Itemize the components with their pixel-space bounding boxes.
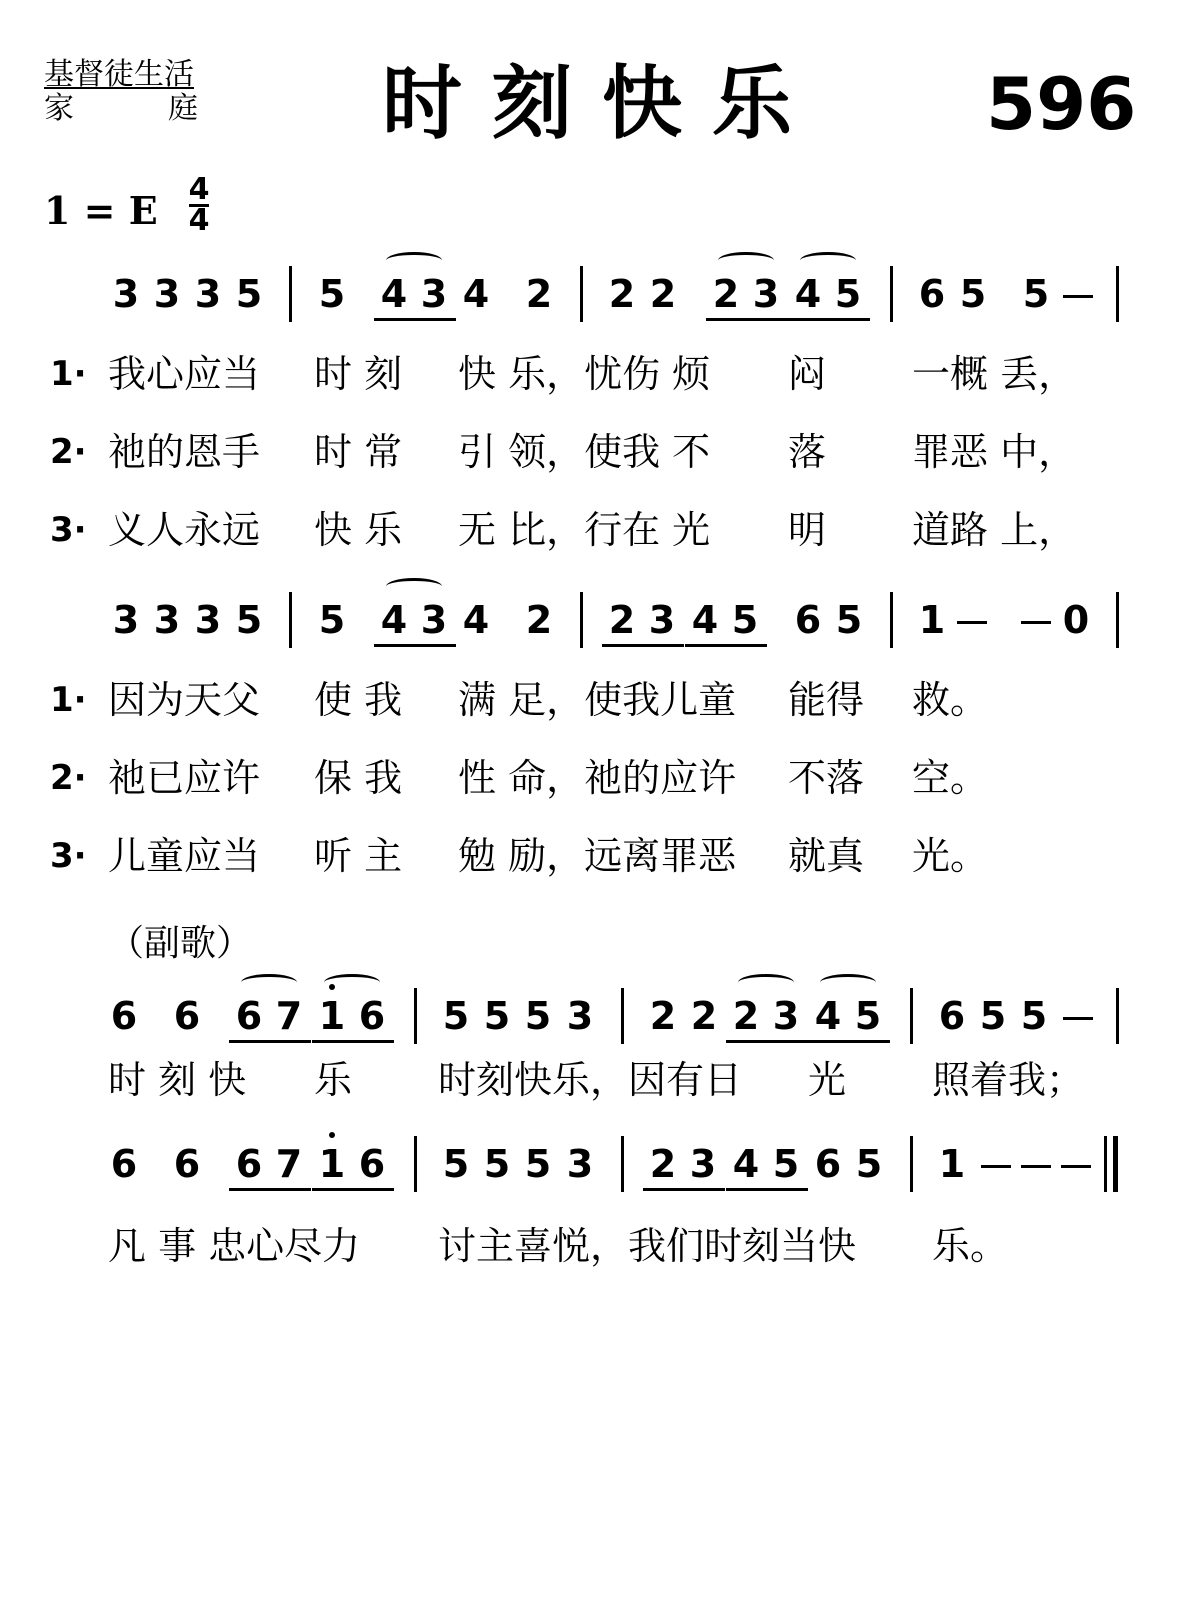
note: 3 [640,598,684,647]
verse-number: 1· [50,354,87,394]
slur [820,974,876,991]
hymn-title: 时刻快乐 [382,57,822,150]
lyric: 照着我； [932,1058,1085,1102]
slur [718,252,774,269]
lyric: 凡 事 忠心尽力 [108,1224,361,1268]
barline [1116,266,1119,322]
note: 4 [726,1142,766,1191]
note: 4 [374,272,414,321]
lyric: 祂已应许 [108,756,261,800]
lyric: 勉 励，远离罪恶 [458,834,737,878]
lyric: 闷 [788,352,827,396]
lyric: 空。 [912,756,989,800]
note: 5 [483,1142,511,1186]
barline [1116,592,1119,648]
note: 1 [938,1142,966,1186]
note: 6 [794,598,822,642]
dash [981,1165,1011,1168]
lyric: 光 [808,1058,847,1102]
slur [800,252,856,269]
lyric: 快 乐 [314,508,403,552]
key-signature: 1 = E [44,188,158,233]
barline [910,988,913,1044]
verse-number: 3· [50,836,87,876]
hymn-subcategory-left: 家 [44,91,74,126]
barline [910,1136,913,1192]
barline [580,266,583,322]
hymn-category: 基督徒生活 [44,57,194,92]
note: 3 [112,598,140,642]
chorus-label: （副歌） [108,923,253,964]
barline [890,266,893,322]
note: 3 [153,272,181,316]
dash [1061,1165,1091,1168]
note: 4 [374,598,414,647]
note: 5 [442,1142,470,1186]
lyric: 讨主喜悦，我们时刻当快 [438,1224,857,1268]
notation-row-3 [0,994,1200,1054]
lyric: 引 领，使我 不 [458,430,711,474]
note: 5 [826,272,870,321]
note: 6 [918,272,946,316]
note: 6 [173,994,201,1038]
barline [621,1136,624,1192]
note: 6 [229,1142,269,1191]
note: 5 [835,598,863,642]
time-signature [187,172,211,238]
dash [957,621,987,624]
final-barline-thin [1104,1136,1107,1192]
note: 2 [649,994,677,1038]
slur [241,974,297,991]
note: 3 [764,994,808,1043]
note: 2 [602,598,642,647]
note: 4 [685,598,725,647]
lyric: 乐 [314,1058,353,1102]
lyric: 能得 [788,678,865,722]
verse-number: 3· [50,510,87,550]
note: 2 [525,272,553,316]
barline [621,988,624,1044]
dash [1021,621,1051,624]
lyric: 听 主 [314,834,403,878]
note: 2 [690,994,718,1038]
note: 5 [846,994,890,1043]
note: 5 [442,994,470,1038]
note: 3 [112,272,140,316]
note: 2 [525,598,553,642]
note: 6 [814,1142,842,1186]
note: 3 [153,598,181,642]
notation-row-2 [0,598,1200,658]
lyric: 时 常 [314,430,403,474]
slur [386,252,442,269]
note: 7 [267,994,311,1043]
note: 1 [918,598,946,642]
lyric: 满 足，使我儿童 [458,678,737,722]
verse-number: 2· [50,758,87,798]
note: 5 [235,598,263,642]
barline [289,592,292,648]
note: 4 [462,272,490,316]
note: 5 [524,994,552,1038]
note: 4 [462,598,490,642]
note: 1 [312,994,352,1043]
barline [414,988,417,1044]
lyric: 时刻快乐，因有日 [438,1058,743,1102]
notation-row-1 [0,272,1200,332]
note: 5 [959,272,987,316]
lyric: 性 命，祂的应许 [458,756,737,800]
barline [1116,988,1119,1044]
note: 7 [267,1142,311,1191]
high-octave-dot [329,1132,335,1138]
lyric: 快 乐，忧伤 烦 [458,352,711,396]
barline [890,592,893,648]
final-barline-thick [1113,1136,1118,1192]
lyric: 光。 [912,834,989,878]
note: 6 [229,994,269,1043]
note: 3 [194,598,222,642]
lyric: 明 [788,508,827,552]
hymn-subcategory-right: 庭 [168,91,198,126]
note: 3 [681,1142,725,1191]
note: 3 [412,272,456,321]
notation-row-4 [0,1142,1200,1202]
lyric: 乐。 [932,1224,1009,1268]
lyric: 罪恶 中， [912,430,1077,474]
verse-number: 2· [50,432,87,472]
lyric: 时 刻 [314,352,403,396]
note: 5 [1022,272,1050,316]
lyric: 因为天父 [108,678,261,722]
slur [386,578,442,595]
note: 4 [808,994,848,1043]
note: 5 [483,994,511,1038]
barline [289,266,292,322]
note: 6 [110,1142,138,1186]
note: 2 [643,1142,683,1191]
note: 6 [173,1142,201,1186]
lyric: 一概 丢， [912,352,1077,396]
lyric: 不落 [788,756,865,800]
note: 5 [235,272,263,316]
note: 2 [706,272,746,321]
note: 2 [726,994,766,1043]
barline [414,1136,417,1192]
lyric: 时 刻 快 [108,1058,247,1102]
note: 3 [412,598,456,647]
dash [1021,1165,1051,1168]
lyric: 保 我 [314,756,403,800]
barline [580,592,583,648]
note: 3 [566,1142,594,1186]
note: 5 [723,598,767,647]
note: 5 [524,1142,552,1186]
lyric: 祂的恩手 [108,430,261,474]
time-numerator: 4 [188,172,210,207]
lyric: 救。 [912,678,989,722]
note: 6 [350,1142,394,1191]
note: 5 [1020,994,1048,1038]
lyric: 道路 上， [912,508,1077,552]
note: 2 [608,272,636,316]
note: 5 [764,1142,808,1191]
note: 6 [110,994,138,1038]
lyric: 儿童应当 [108,834,261,878]
dash [1063,295,1093,298]
dash [1063,1017,1093,1020]
note: 6 [350,994,394,1043]
note: 5 [979,994,1007,1038]
lyric: 就真 [788,834,865,878]
note: 0 [1062,598,1090,642]
slur [738,974,794,991]
note: 5 [318,598,346,642]
lyric: 义人永远 [108,508,261,552]
note: 3 [744,272,788,321]
time-denominator: 4 [188,203,210,238]
note: 3 [566,994,594,1038]
note: 4 [788,272,828,321]
note: 6 [938,994,966,1038]
lyric: 无 比，行在 光 [458,508,711,552]
note: 1 [312,1142,352,1191]
lyric: 使 我 [314,678,403,722]
lyric: 我心应当 [108,352,261,396]
hymn-number: 596 [986,62,1137,146]
note: 5 [318,272,346,316]
verse-number: 1· [50,680,87,720]
lyric: 落 [788,430,827,474]
note: 2 [649,272,677,316]
note: 3 [194,272,222,316]
note: 5 [855,1142,883,1186]
slur [324,974,380,991]
